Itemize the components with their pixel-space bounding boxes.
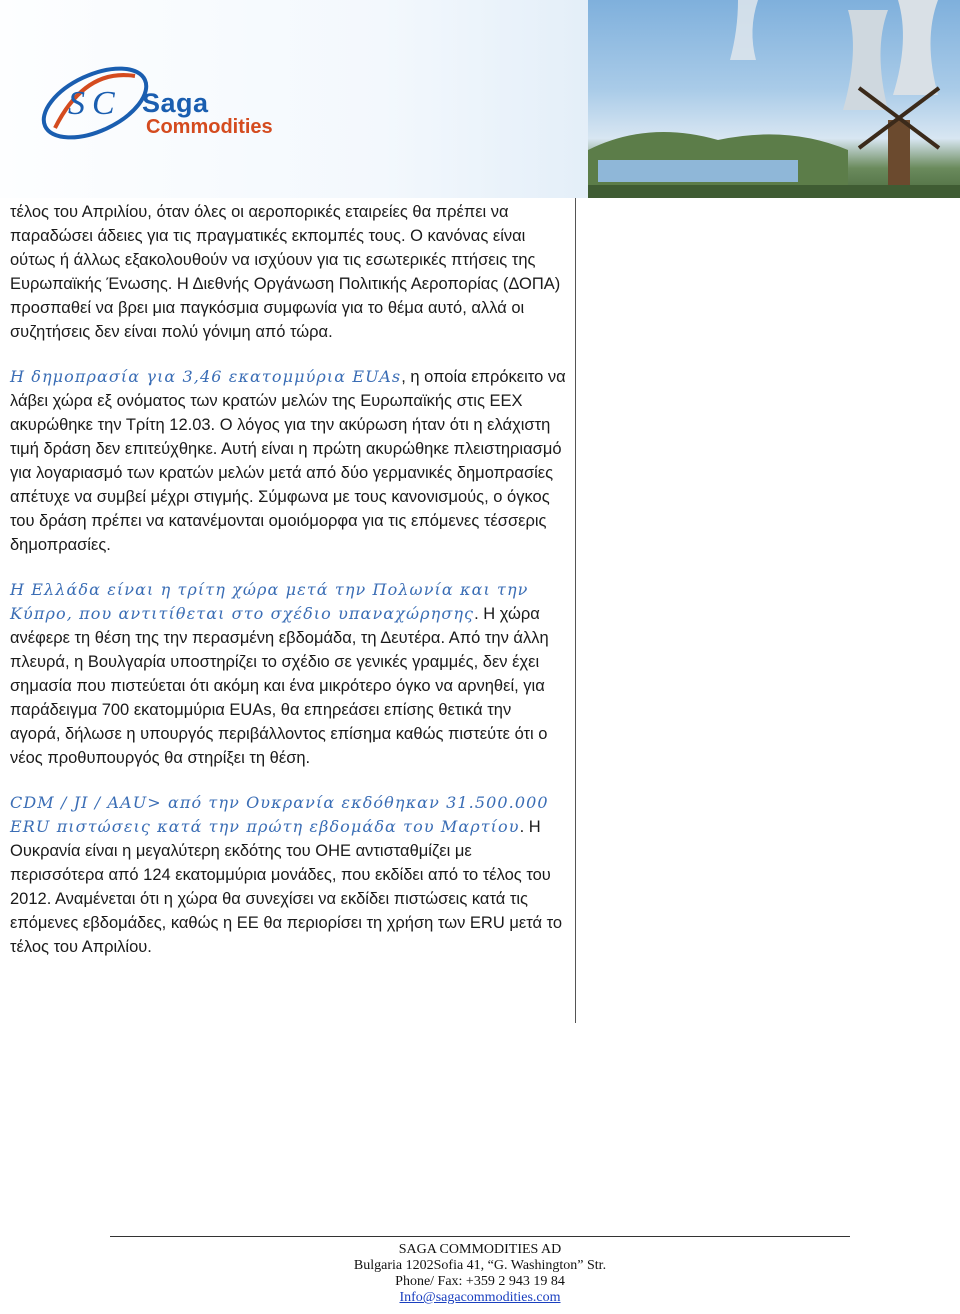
column-divider xyxy=(575,198,576,1023)
company-logo xyxy=(30,48,330,158)
highlight-greece: Η Ελλάδα είναι η τρίτη χώρα μετά την Πολωνία και την Κύπρο, που αντιτίθεται στο σχέδιο υπαναχώρησης xyxy=(10,580,529,623)
header-banner xyxy=(0,0,960,198)
footer xyxy=(0,1242,960,1306)
footer-email-link[interactable]: Info@sagacommodities.com xyxy=(399,1290,561,1305)
highlight-ukraine: CDM / JI / AAU> από την Ουκρανία εκδόθηκαν 31.500.000 ERU πιστώσεις κατά την πρώτη εβδομάδα του Μαρτίου xyxy=(10,793,549,836)
logo-title: Saga xyxy=(142,88,209,118)
paragraph-greece xyxy=(10,578,566,770)
energy-landscape-illustration xyxy=(588,0,960,198)
highlight-auction: Η δημοπρασία για 3,46 εκατομμύρια EUAs xyxy=(10,367,402,386)
logo-swoosh-icon xyxy=(30,48,160,158)
footer-divider xyxy=(110,1236,850,1237)
footer-address: Bulgaria 1202Sofia 41, “G. Washington” Str. xyxy=(353,1258,607,1273)
footer-phone: Phone/ Fax: +359 2 943 19 84 xyxy=(395,1274,565,1289)
paragraph-ukraine xyxy=(10,791,566,959)
paragraph-text: τέλος του Απριλίου, όταν όλες οι αεροπορικές εταιρείες θα πρέπει να παραδώσει άδειες για τις πραγματικές εκπομπές τους. Ο κανόνας είναι ούτως ή άλλως εξακολουθούν να ισχύουν για τις εσωτερικές πτήσεις της Ευρωπαϊκής Ένωσης. Η Διεθνής Οργάνωση Πολιτικής Αεροπορίας (ΔΟΠΑ) προσπαθεί να βρει μια παγκόσμια συμφωνία για το θέμα αυτό, αλλά οι συζητήσεις δεν είναι πολύ γόνιμη από τώρα. xyxy=(10,203,561,341)
logo-subtitle: Commodities xyxy=(146,116,273,138)
footer-company: SAGA COMMODITIES AD xyxy=(398,1242,562,1257)
paragraph-text: , η οποία επρόκειτο να λάβει χώρα εξ ονόματος των κρατών μελών της Ευρωπαϊκής στις EEX ακυρώθηκε την Τρίτη 12.03. Ο λόγος για την ακύρωση ήταν ότι η ελάχιστη τιμή δράση δεν επιτεύχθηκε. Αυτή είναι η πρώτη ακυρώθηκε πλειστηριασμό για λογαριασμό των κρατών μελών μετά από δύο γερμανικές δημοπρασίες απέτυχε να συμβεί μέχρι στιγμής. Σύμφωνα με τους κανονισμούς, ο όγκος του δράση πρέπει να κατανέμονται ομοιόμορφα για τις επόμενες τέσσερις δημοπρασίες. xyxy=(10,368,566,554)
article-body xyxy=(10,200,566,980)
header-photo-collage xyxy=(588,0,960,198)
paragraph-text: . Η Ουκρανία είναι η μεγαλύτερη εκδότης του ΟΗΕ αντισταθμίζει με περισσότερα από 124 εκατομμύρια μονάδες, που εκδίδει από το τέλος του 2012. Αναμένεται ότι η χώρα θα συνεχίσει να εκδίδει πιστώσεις κατά τις επόμενες εβδομάδες, καθώς η ΕΕ θα περιορίσει τη χρήση των ERU μετά το τέλος του Απριλίου. xyxy=(10,818,563,956)
paragraph-aviation xyxy=(10,200,566,344)
paragraph-auction xyxy=(10,365,566,557)
svg-text:S: S xyxy=(68,85,85,122)
svg-text:C: C xyxy=(92,85,115,122)
paragraph-text: . Η χώρα ανέφερε τη θέση της την περασμένη εβδομάδα, τη Δευτέρα. Από την άλλη πλευρά, η Βουλγαρία υποστηρίζει το σχέδιο σε γενικές γραμμές, δεν έχει σημασία που πιστεύεται ότι ακόμη και ένα μικρότερο όγκο να αρνηθεί, για παράδειγμα 700 εκατομμύρια EUAs, θα επηρεάσει επίσης θετικά την αγορά, δήλωσε η υπουργός περιβάλλοντος επίσημα καθώς πιστεύτε ότι ο νέος προθυπουργός θα στηρίξει τη θέση. xyxy=(10,605,549,767)
